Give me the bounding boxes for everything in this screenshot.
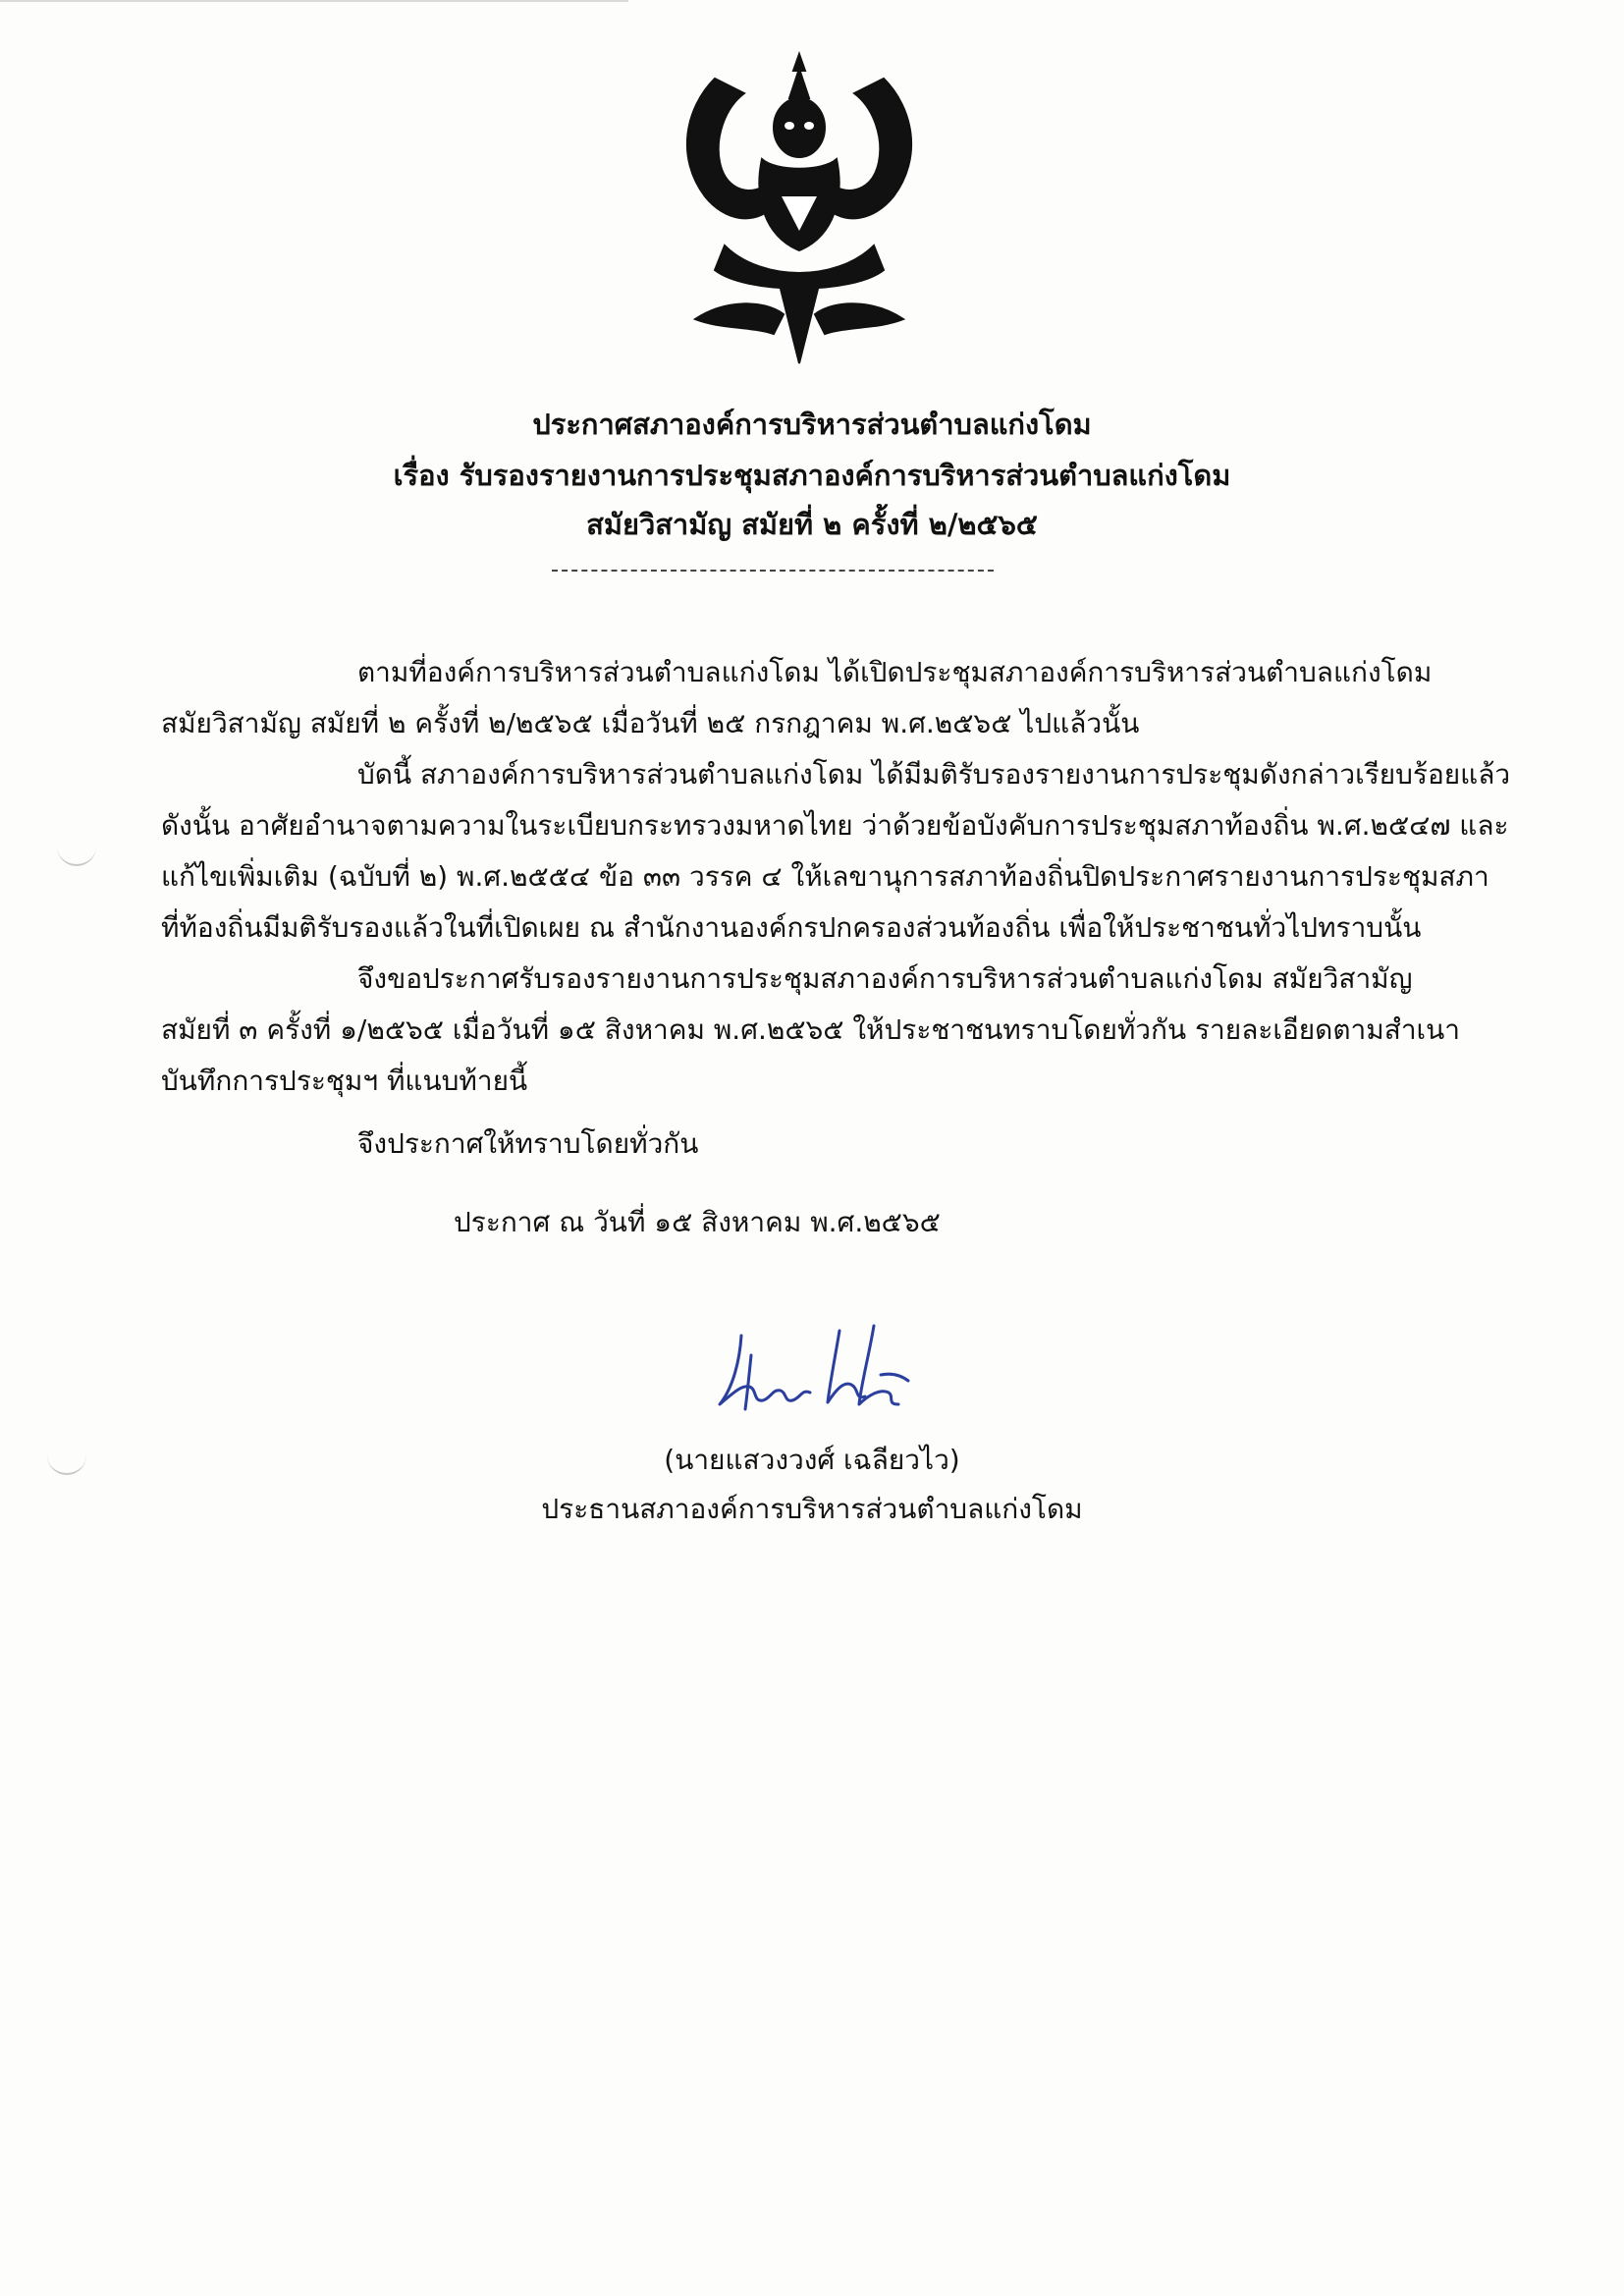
announcement-title: ประกาศสภาองค์การบริหารส่วนตำบลแก่งโดม (532, 408, 1092, 441)
paragraph-3-line-2: สมัยที่ ๓ ครั้งที่ ๑/๒๕๖๕ เมื่อวันที่ ๑๕ สิงหาคม พ.ศ.๒๕๖๕ ให้ประชาชนทราบโดยทั่วกัน รายละเอียดตามสำเนา (161, 1013, 1460, 1046)
paragraph-3-line-3: บันทึกการประชุมฯ ที่แนบท้ายนี้ (161, 1065, 528, 1097)
announcement-session: สมัยวิสามัญ สมัยที่ ๒ ครั้งที่ ๒/๒๕๖๕ (586, 508, 1038, 541)
closing-statement: จึงประกาศให้ทราบโดยทั่วกัน (357, 1127, 699, 1160)
announcement-subject: เรื่อง รับรองรายงานการประชุมสภาองค์การบริหารส่วนตำบลแก่งโดม (393, 459, 1231, 492)
paragraph-1-line-2: สมัยวิสามัญ สมัยที่ ๒ ครั้งที่ ๒/๒๕๖๕ เมื่อวันที่ ๒๕ กรกฎาคม พ.ศ.๒๕๖๕ ไปแล้วนั้น (161, 707, 1140, 739)
paragraph-2-line-4: ที่ท้องถิ่นมีมติรับรองแล้วในที่เปิดเผย ณ สำนักงานองค์กรปกครองส่วนท้องถิ่น เพื่อให้ประชาชนทั่วไปทราบนั้น (161, 911, 1422, 944)
handwritten-signature-icon (712, 1316, 928, 1424)
announcement-date: ประกาศ ณ วันที่ ๑๕ สิงหาคม พ.ศ.๒๕๖๕ (454, 1206, 941, 1238)
paragraph-2-line-1: บัดนี้ สภาองค์การบริหารส่วนตำบลแก่งโดม ได้มีมติรับรองรายงานการประชุมดังกล่าวเรียบร้อยแล้ว (357, 758, 1511, 791)
signatory-name: (นายแสวงวงศ์ เฉลียวไว) (664, 1444, 960, 1476)
paragraph-2-line-2: ดังนั้น อาศัยอำนาจตามความในระเบียบกระทรวงมหาดไทย ว่าด้วยข้อบังคับการประชุมสภาท้องถิ่น พ.ศ.๒๕๔๗ และ (161, 809, 1509, 842)
scan-edge-mark (0, 0, 628, 2)
paragraph-1-line-1: ตามที่องค์การบริหารส่วนตำบลแก่งโดม ได้เปิดประชุมสภาองค์การบริหารส่วนตำบลแก่งโดม (357, 656, 1433, 688)
signatory-position: ประธานสภาองค์การบริหารส่วนตำบลแก่งโดม (541, 1493, 1083, 1525)
garuda-emblem-icon (656, 49, 943, 373)
heading-divider (552, 570, 994, 572)
paragraph-3-line-1: จึงขอประกาศรับรองรายงานการประชุมสภาองค์การบริหารส่วนตำบลแก่งโดม สมัยวิสามัญ (357, 962, 1413, 995)
paragraph-2-line-3: แก้ไขเพิ่มเติม (ฉบับที่ ๒) พ.ศ.๒๕๕๔ ข้อ ๓๓ วรรค ๔ ให้เลขานุการสภาท้องถิ่นปิดประกาศรายงานการประชุมสภา (161, 860, 1489, 893)
punch-hole-mark (57, 841, 96, 866)
